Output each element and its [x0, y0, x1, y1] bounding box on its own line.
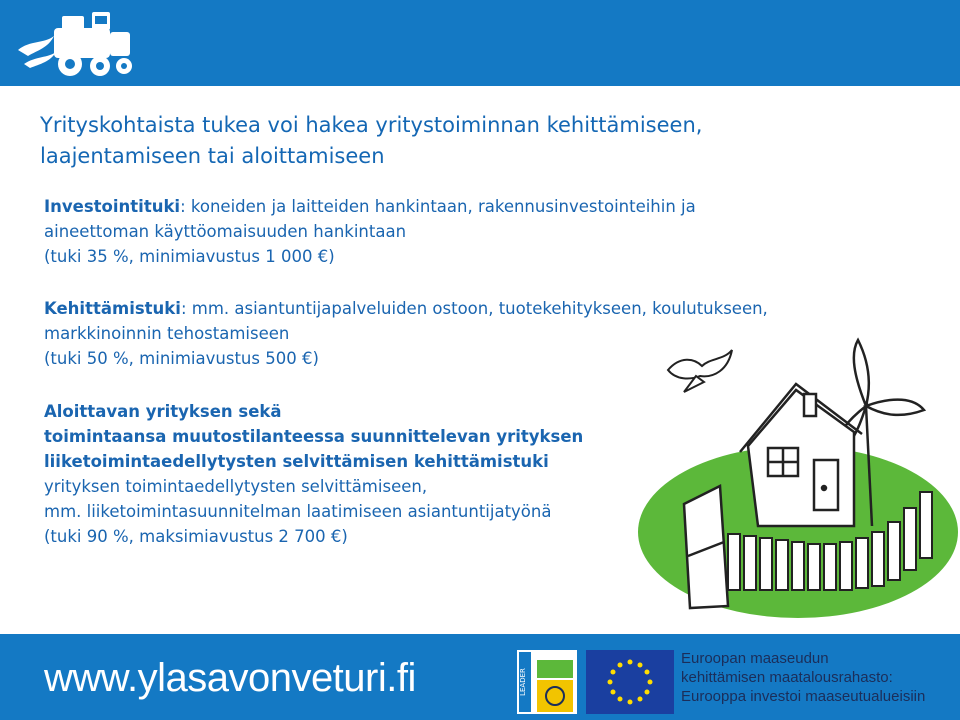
- investointituki-line-1: : koneiden ja laitteiden hankintaan, rakennusinvestointeihin ja: [180, 197, 696, 216]
- page-title: [40, 110, 900, 172]
- eu-line-3: Eurooppa investoi maaseutualueisiin: [681, 688, 926, 705]
- locomotive-logo-icon: [14, 6, 144, 82]
- kehittamistuki-term: Kehittämistuki: [44, 299, 181, 318]
- kehittamistuki-line-2: markkinoinnin tehostamiseen: [44, 324, 290, 343]
- aloittava-bold-2: toimintaansa muutostilanteessa suunnittelevan yrityksen: [44, 427, 584, 446]
- leader-logo-icon: [517, 650, 577, 714]
- kehittamistuki-line-3: (tuki 50 %, minimiavustus 500 €): [44, 349, 319, 368]
- leader-label: LEADER: [519, 668, 527, 696]
- title-line-2: laajentamiseen tai aloittamiseen: [40, 144, 385, 168]
- slide-content: [0, 86, 960, 634]
- investointituki-line-3: (tuki 35 %, minimiavustus 1 000 €): [44, 247, 335, 266]
- header-bar: [0, 0, 960, 86]
- aloittava-line-4: yrityksen toimintaedellytysten selvittämiseen,: [44, 477, 428, 496]
- website-link[interactable]: www.ylasavonveturi.fi: [44, 656, 416, 700]
- investointituki-section: [44, 194, 904, 269]
- bird-icon: [668, 350, 732, 392]
- aloittava-line-6: (tuki 90 %, maksimiavustus 2 700 €): [44, 527, 348, 546]
- kehittamistuki-line-1: : mm. asiantuntijapalveluiden ostoon, tuotekehitykseen, koulutukseen,: [180, 299, 768, 318]
- investointituki-term: Investointituki: [44, 197, 181, 216]
- title-line-1: Yrityskohtaista tukea voi hakea yritystoiminnan kehittämiseen,: [40, 113, 703, 137]
- eu-flag-icon: [586, 650, 674, 714]
- footer-bar: [0, 634, 960, 720]
- eu-line-2: kehittämisen maatalousrahasto:: [681, 669, 893, 686]
- aloittava-bold-3: liiketoimintaedellytysten selvittämisen kehittämistuki: [44, 452, 549, 471]
- investointituki-line-2: aineettoman käyttöomaisuuden hankintaan: [44, 222, 407, 241]
- eu-fund-text: [681, 649, 925, 706]
- aloittava-bold-1: Aloittavan yrityksen sekä: [44, 402, 282, 421]
- aloittava-section: [44, 399, 904, 549]
- eu-line-1: Euroopan maaseudun: [681, 650, 829, 667]
- aloittava-line-5: mm. liiketoimintasuunnitelman laatimiseen asiantuntijatyönä: [44, 502, 552, 521]
